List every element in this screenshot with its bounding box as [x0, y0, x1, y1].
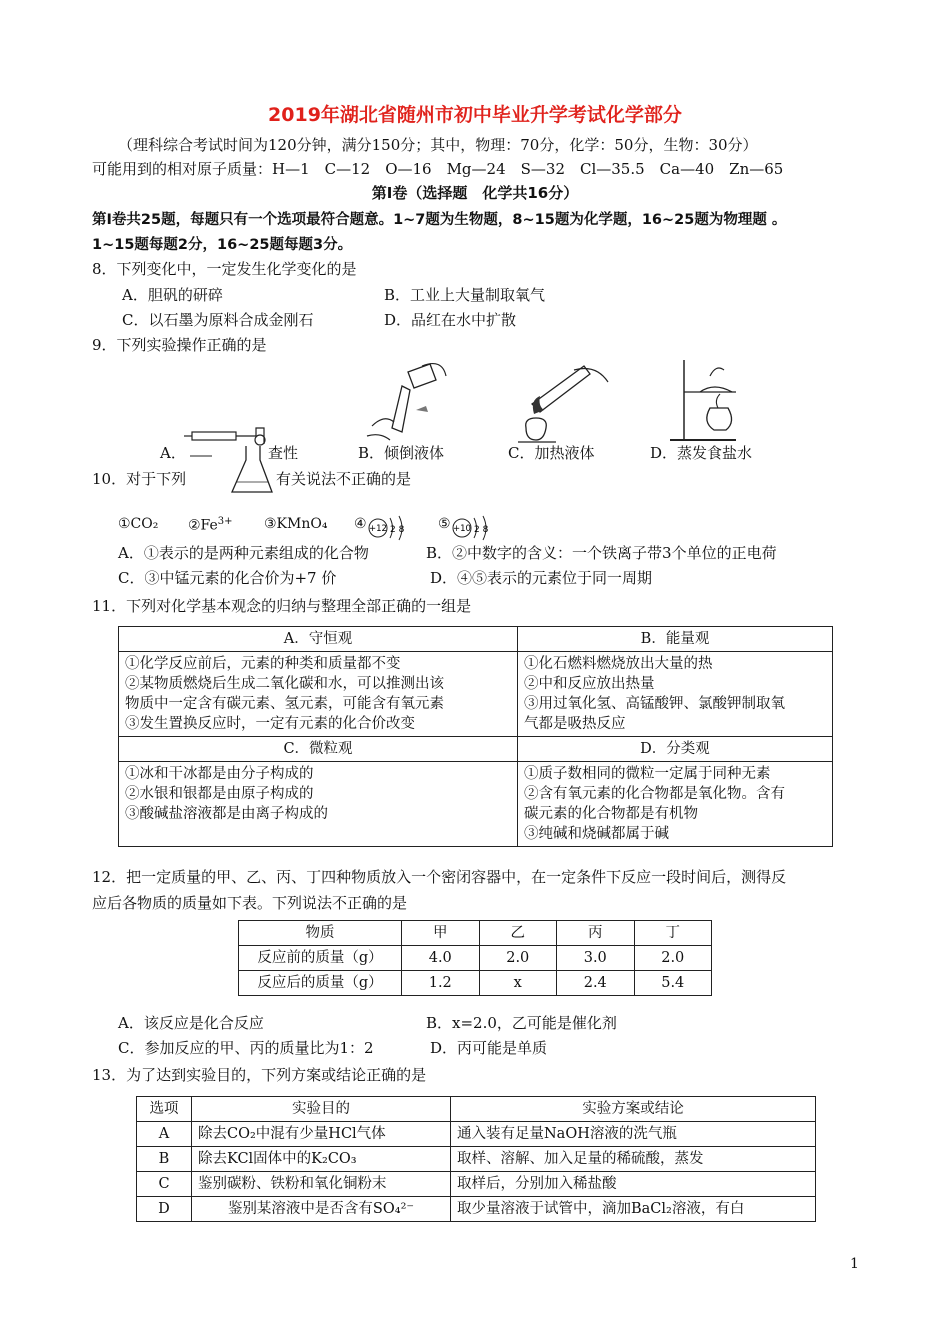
question-8-stem: 8．下列变化中，一定发生化学变化的是: [92, 260, 357, 278]
q11-b-line: ②中和反应放出热量: [524, 676, 655, 692]
atom-5-shells: 2 8: [474, 525, 489, 535]
q12-row1-cell: 2.0: [479, 946, 557, 971]
q11-head-c: C．微粒观: [119, 737, 518, 762]
q12-header-cell: 丁: [634, 921, 712, 946]
question-9-option-a-suffix: 查性: [268, 444, 299, 462]
question-12-stem-1: 12．把一定质量的甲、乙、丙、丁四种物质放入一个密闭容器中，在一定条件下反应一段时间后，测得反: [92, 868, 787, 886]
question-12-option-d: D．丙可能是单质: [430, 1039, 548, 1057]
q12-row2-cell: x: [479, 971, 557, 996]
q11-head-a: A．守恒观: [119, 627, 518, 652]
question-10-option-b: B．②中数字的含义：一个铁离子带3个单位的正电荷: [426, 544, 777, 562]
question-9-option-a-prefix: A．: [160, 444, 186, 462]
chem-symbol-3: ③KMnO₄: [264, 516, 328, 532]
q11-head-d: D．分类观: [518, 737, 833, 762]
q13-purpose-cell: 除去CO₂中混有少量HCl气体: [192, 1122, 451, 1147]
q13-option-cell: C: [137, 1172, 192, 1197]
pouring-liquid-figure: [362, 356, 452, 446]
chem-symbol-2: [188, 516, 233, 534]
question-10-option-a: A．①表示的是两种元素组成的化合物: [118, 544, 369, 562]
q13-plan-cell: 取样后，分别加入稀盐酸: [451, 1172, 816, 1197]
q12-row2-cell: 反应后的质量（g）: [239, 971, 402, 996]
question-12-option-b: B．x=2.0，乙可能是催化剂: [426, 1014, 617, 1032]
instructions-line-1: 第Ⅰ卷共25题，每题只有一个选项最符合题意。1~7题为生物题，8~15题为化学题，16~25题为物理题 。: [92, 212, 787, 228]
q11-a-line: 物质中一定含有碳元素、氢元素，可能含有氧元素: [125, 696, 444, 712]
chem-symbol-4: ④: [354, 516, 367, 532]
q13-option-cell: D: [137, 1197, 192, 1222]
q11-head-b: B．能量观: [518, 627, 833, 652]
question-9-option-d: D．蒸发食盐水: [650, 444, 753, 462]
atom-5-nucleus: +10: [453, 524, 471, 534]
q11-d-line: ②含有氧元素的化合物都是氧化物。含有: [524, 786, 785, 802]
q11-b-line: 气都是吸热反应: [524, 716, 626, 732]
q11-c-line: ③酸碱盐溶液都是由离子构成的: [125, 806, 328, 822]
q13-plan-cell: 取样、溶解、加入足量的稀硫酸，蒸发: [451, 1147, 816, 1172]
q12-row1-cell: 3.0: [557, 946, 635, 971]
q11-c-line: ②水银和银都是由原子构成的: [125, 786, 314, 802]
q11-b-line: ③用过氧化氢、高锰酸钾、氯酸钾制取氧: [524, 696, 785, 712]
evaporation-figure: [640, 356, 750, 446]
q12-header-cell: 丙: [557, 921, 635, 946]
section-title: 第Ⅰ卷（选择题 化学共16分）: [371, 184, 579, 202]
q11-b-line: ①化石燃料燃烧放出大量的热: [524, 656, 713, 672]
q11-a-line: ③发生置换反应时，一定有元素的化合价改变: [125, 716, 415, 732]
q11-d-line: ①质子数相同的微粒一定属于同种无素: [524, 766, 771, 782]
question-9-option-c: C．加热液体: [508, 444, 595, 462]
q12-row1-cell: 反应前的质量（g）: [239, 946, 402, 971]
q13-header-cell: 实验方案或结论: [451, 1097, 816, 1122]
chem-symbol-2-base: ②Fe: [188, 517, 218, 534]
q13-purpose-cell: 除去KCl固体中的K₂CO₃: [192, 1147, 451, 1172]
heating-liquid-figure: [504, 356, 614, 446]
atom-4-nucleus: +12: [369, 524, 387, 534]
q12-header-cell: 甲: [402, 921, 480, 946]
q13-plan-cell: 通入装有足量NaOH溶液的洗气瓶: [451, 1122, 816, 1147]
atom-structure-5-figure: [452, 512, 498, 544]
q12-row2-cell: 1.2: [402, 971, 480, 996]
question-8-option-c: C．以石墨为原料合成金刚石: [122, 311, 314, 329]
q12-row2-cell: 5.4: [634, 971, 712, 996]
q12-row1-cell: 2.0: [634, 946, 712, 971]
q11-a-line: ②某物质燃烧后生成二氧化碳和水，可以推测出该: [125, 676, 444, 692]
question-11-stem: 11．下列对化学基本观念的归纳与整理全部正确的一组是: [92, 597, 472, 615]
chem-symbol-5: ⑤: [438, 516, 451, 532]
airtightness-check-figure: [182, 424, 282, 500]
question-10-stem-suffix: 有关说法不正确的是: [276, 470, 412, 488]
question-9-option-b: B．倾倒液体: [358, 444, 445, 462]
q11-cell-c: [119, 762, 518, 847]
question-12-table: [238, 920, 712, 996]
q13-plan-cell: 取少量溶液于试管中，滴加BaCl₂溶液，有白: [451, 1197, 816, 1222]
q12-row2-cell: 2.4: [557, 971, 635, 996]
q13-header-cell: 选项: [137, 1097, 192, 1122]
question-12-stem-2: 应后各物质的质量如下表。下列说法不正确的是: [92, 894, 408, 912]
q13-header-cell: 实验目的: [192, 1097, 451, 1122]
q11-cell-a: [119, 652, 518, 737]
question-13-stem: 13．为了达到实验目的，下列方案或结论正确的是: [92, 1066, 427, 1084]
question-8-option-b: B．工业上大量制取氧气: [384, 286, 546, 304]
q11-cell-d: [518, 762, 833, 847]
question-12-option-a: A．该反应是化合反应: [118, 1014, 264, 1032]
question-12-option-c: C．参加反应的甲、丙的质量比为1：2: [118, 1039, 374, 1057]
q11-c-line: ①冰和干冰都是由分子构成的: [125, 766, 314, 782]
q13-option-cell: B: [137, 1147, 192, 1172]
exam-subtitle: （理科综合考试时间为120分钟，满分150分；其中，物理：70分，化学：50分，生物：30分）: [118, 136, 758, 154]
q11-a-line: ①化学反应前后，元素的种类和质量都不变: [125, 656, 401, 672]
question-11-table: [118, 626, 833, 847]
q11-cell-b: [518, 652, 833, 737]
q13-purpose-cell: 鉴别碳粉、铁粉和氧化铜粉末: [192, 1172, 451, 1197]
question-10-option-d: D．④⑤表示的元素位于同一周期: [430, 569, 653, 587]
atom-4-shells: 2 8: [390, 525, 405, 535]
page-number: 1: [850, 1256, 859, 1272]
question-10-stem-prefix: 10．对于下列: [92, 470, 187, 488]
chem-symbol-2-charge: 3+: [217, 516, 233, 527]
question-8-option-d: D．品红在水中扩散: [384, 311, 517, 329]
question-9-stem: 9．下列实验操作正确的是: [92, 336, 267, 354]
question-10-option-c: C．③中锰元素的化合价为+7 价: [118, 569, 337, 587]
q13-purpose-cell: 鉴别某溶液中是否含有SO₄²⁻: [192, 1197, 451, 1222]
q12-header-cell: 物质: [239, 921, 402, 946]
chem-symbol-1: ①CO₂: [118, 516, 159, 532]
q13-option-cell: A: [137, 1122, 192, 1147]
page-title: 2019年湖北省随州市初中毕业升学考试化学部分: [268, 104, 682, 126]
atom-structure-4-figure: [368, 512, 414, 544]
question-8-option-a: A．胆矾的研碎: [122, 286, 223, 304]
atomic-masses: 可能用到的相对原子质量：H—1 C—12 O—16 Mg—24 S—32 Cl—35.5 Ca—40 Zn—65: [92, 160, 784, 178]
instructions-line-2: 1~15题每题2分，16~25题每题3分。: [92, 237, 353, 253]
q12-header-cell: 乙: [479, 921, 557, 946]
q11-d-line: 碳元素的化合物都是有机物: [524, 806, 698, 822]
q12-row1-cell: 4.0: [402, 946, 480, 971]
q11-d-line: ③纯碱和烧碱都属于碱: [524, 826, 669, 842]
question-13-table: [136, 1096, 816, 1222]
